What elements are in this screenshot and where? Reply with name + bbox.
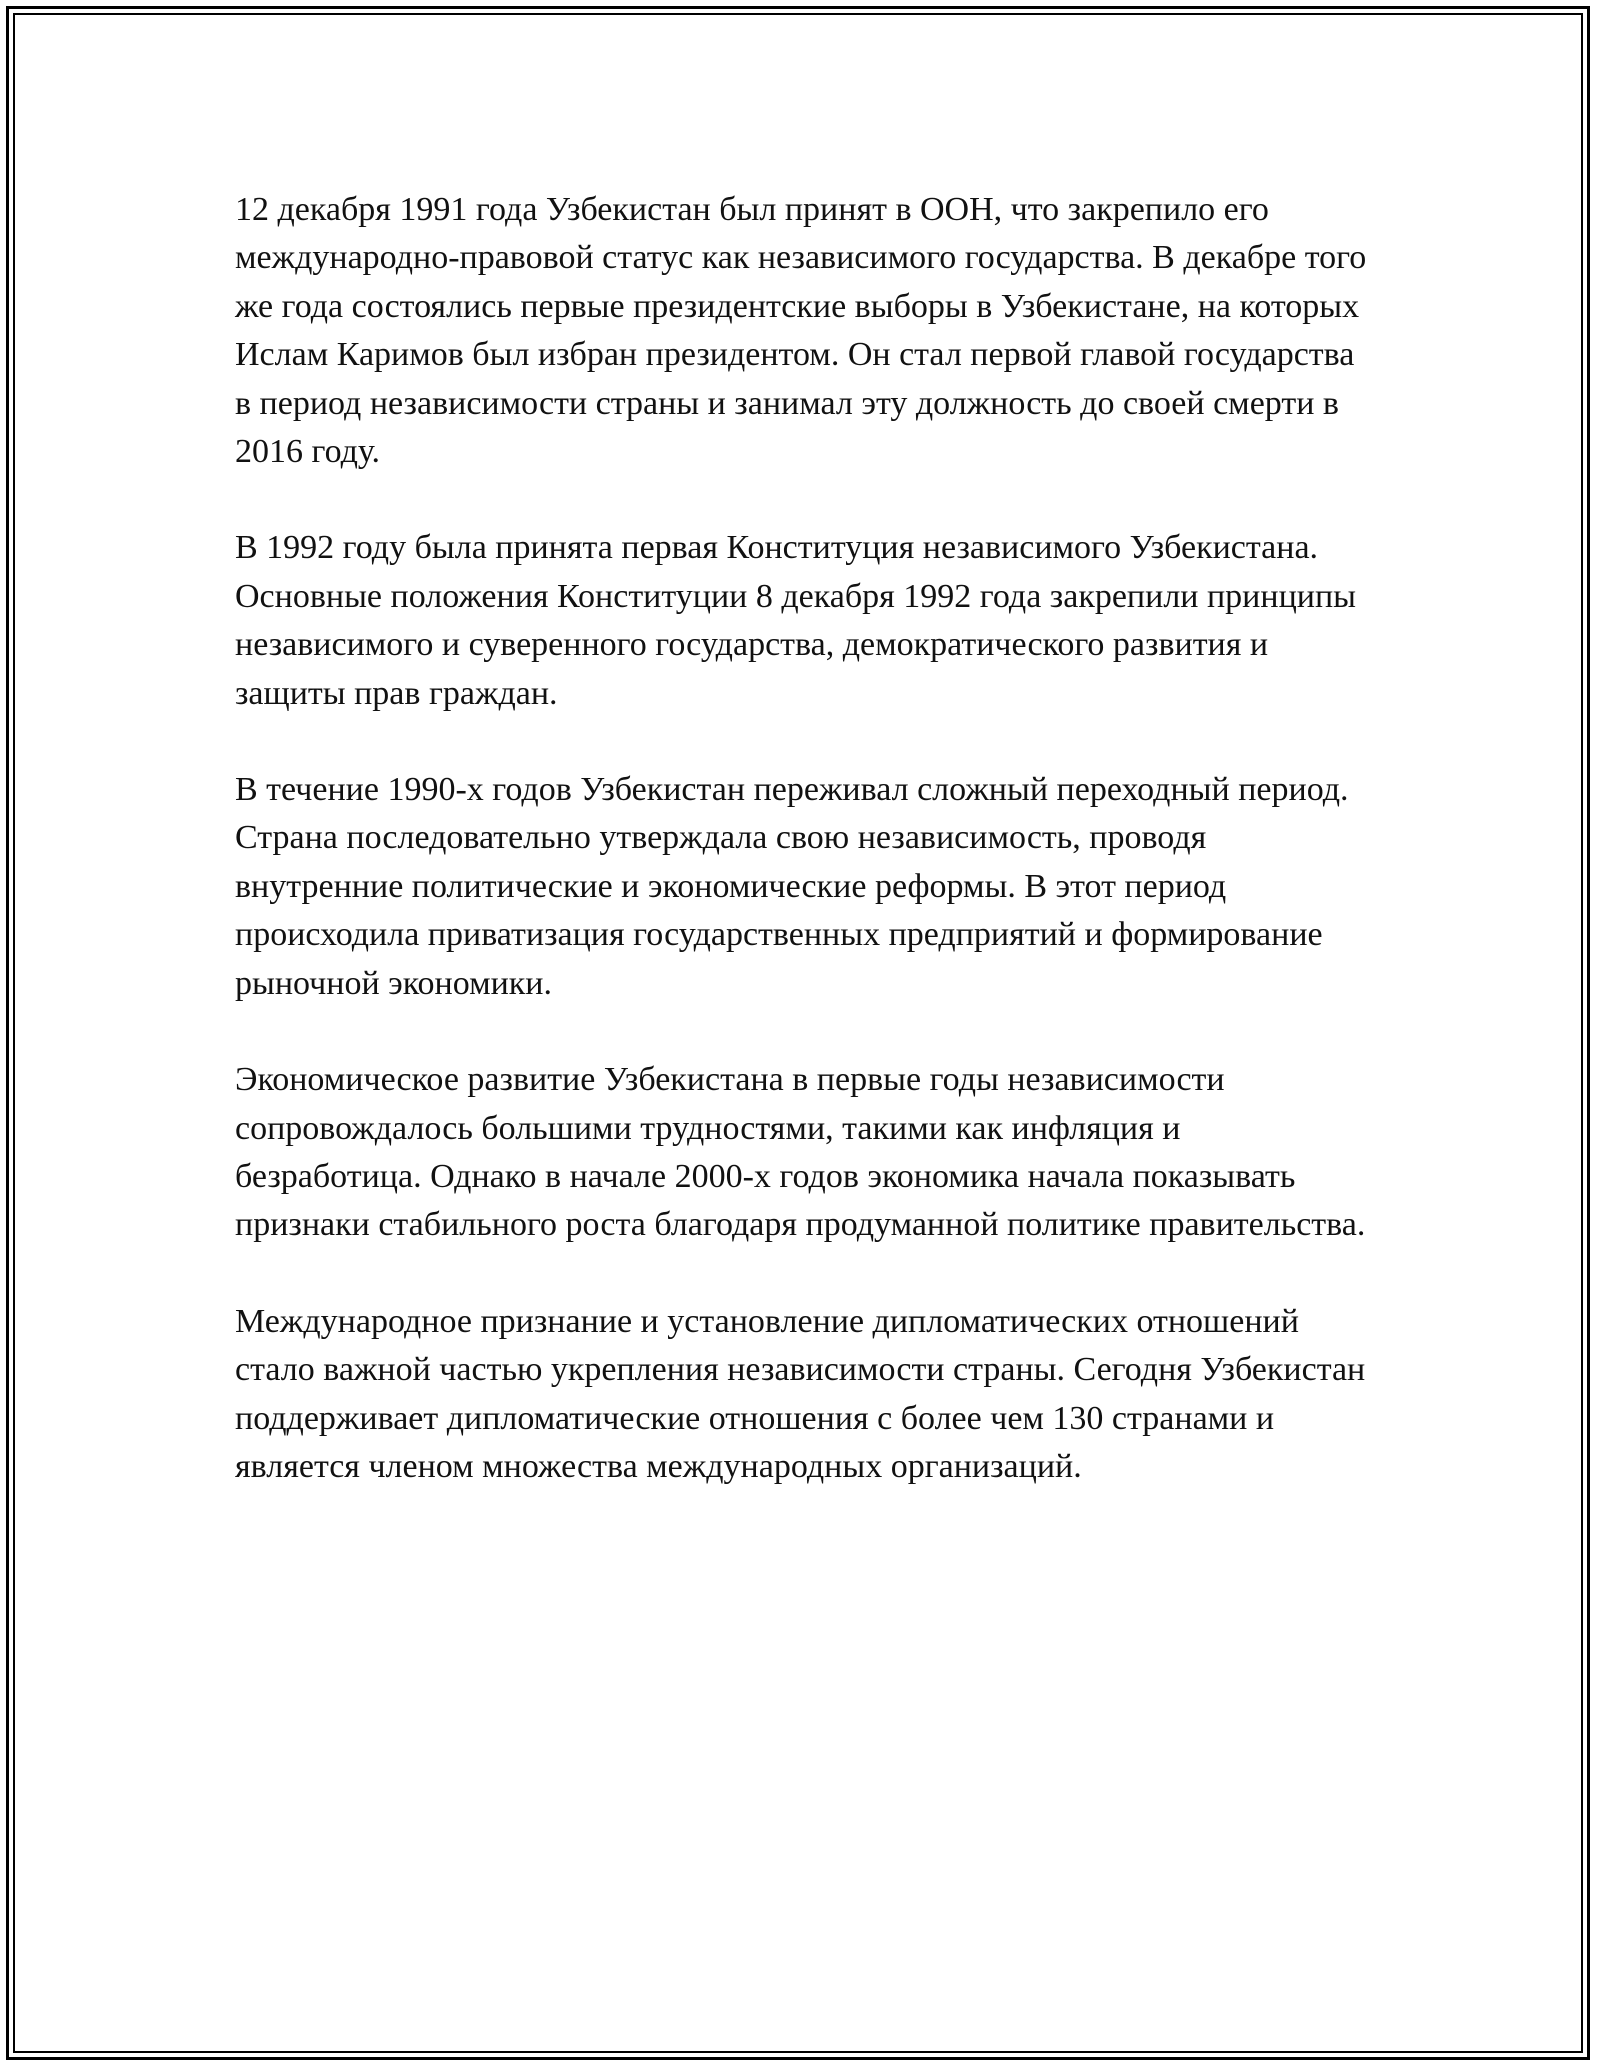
document-body — [235, 186, 1375, 1491]
paragraph-constitution: В 1992 году была принята первая Конституция независимого Узбекистана. Основные положения Конституции 8 декабря 1992 года закрепили принципы независимого и суверенного государства, демократического развития и защиты прав граждан. — [235, 529, 1357, 712]
paragraph-economic-development: Экономическое развитие Узбекистана в первые годы независимости сопровождалось большими трудностями, такими как инфляция и безработица. Однако в начале 2000-х годов экономика начала показывать признаки стабильного роста благодаря продуманной политике правительства. — [235, 1061, 1366, 1244]
paragraph-transition-period: В течение 1990-х годов Узбекистан переживал сложный переходный период. Страна последовательно утверждала свою независимость, проводя внутренние политические и экономические реформы. В этот период происходила приватизация государственных предприятий и формирование рыночной экономики. — [235, 771, 1349, 1002]
paragraph-international-recognition: Международное признание и установление дипломатических отношений стало важной частью укрепления независимости страны. Сегодня Узбекистан поддерживает дипломатические отношения с более чем 130 странами и является членом множества международных организаций. — [235, 1302, 1366, 1485]
paragraph-un-admission: 12 декабря 1991 года Узбекистан был принят в ООН, что закрепило его международно-правовой статус как независимого государства. В декабре того же года состоялись первые президентские выборы в Узбекистане, на которых Ислам Каримов был избран президентом. Он стал первой главой государства в период независимости страны и занимал эту должность до своей смерти в 2016 году. — [235, 191, 1367, 471]
